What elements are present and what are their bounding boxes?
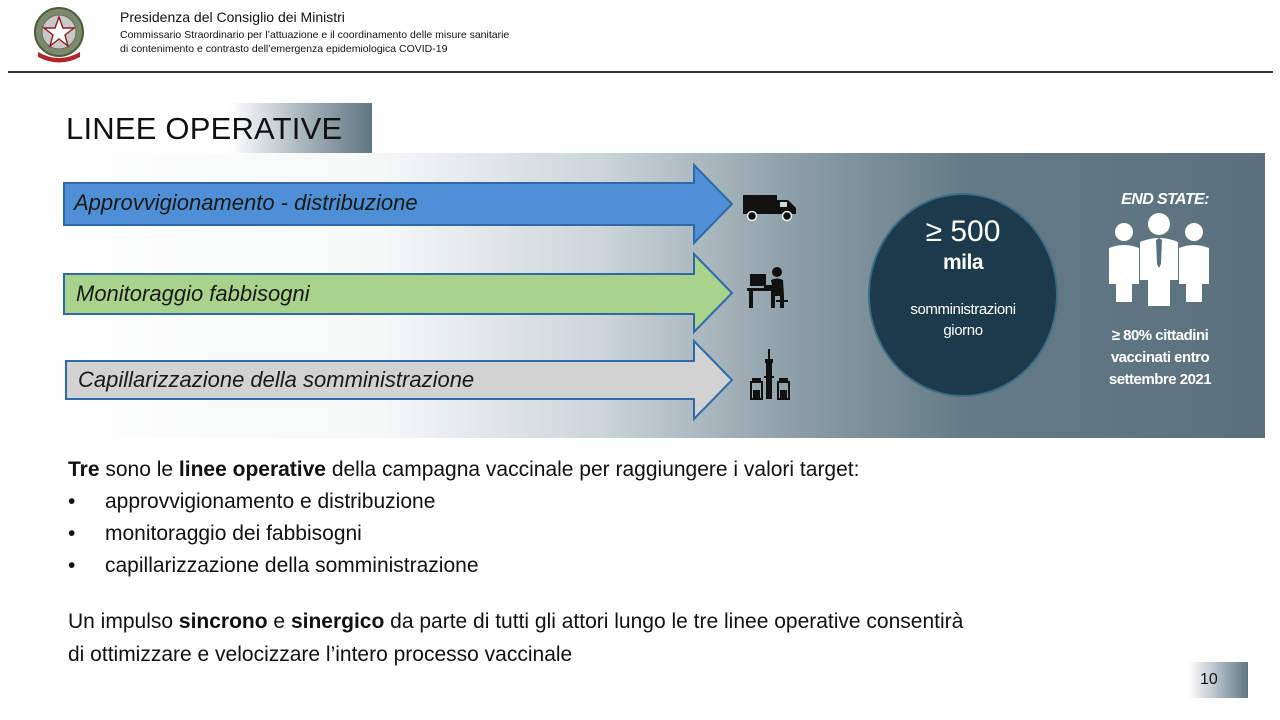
arrow-label-monitoring: Monitoraggio fabbisogni [76, 281, 310, 306]
slide-header [0, 0, 1280, 74]
vaccine-vials-icon [749, 348, 793, 402]
people-group-icon [1106, 212, 1212, 308]
italian-republic-emblem-icon [30, 4, 88, 66]
slide-title: LINEE OPERATIVE [66, 111, 343, 146]
header-divider [8, 71, 1273, 73]
arrow-line-monitoring [62, 252, 734, 334]
org-subtitle-line1: Commissario Straordinario per l’attuazione e il coordinamento delle misure sanitarie [120, 29, 510, 41]
target-caption-line1: somministrazioni [910, 301, 1016, 318]
bullet-dot: • [68, 490, 76, 513]
intro-bold-tre: Tre [68, 458, 100, 481]
target-value: ≥ 500 [925, 215, 1001, 248]
arrow-line-supply [62, 163, 734, 245]
arrow-label-supply: Approvvigionamento - distribuzione [74, 190, 418, 215]
bullet-dot: • [68, 554, 76, 577]
closing-paragraph-line2: di ottimizzare e velocizzare l’intero processo vaccinale [68, 643, 573, 666]
org-subtitle-line2: di contenimento e contrasto dell’emergenza epidemiologica COVID-19 [120, 43, 448, 55]
desk-worker-icon [744, 264, 792, 312]
end-state-line2: vaccinati entro [1110, 349, 1210, 366]
closing-bold-sinergico: sinergico [290, 610, 385, 633]
intro-paragraph [68, 458, 859, 482]
bullet-text: approvvigionamento e distribuzione [105, 490, 436, 513]
intro-text-2: della campagna vaccinale per raggiungere i valori target: [325, 458, 860, 481]
slide-title-tab [56, 103, 372, 153]
closing-text-3: da parte di tutti gli attori lungo le tre linee operative consentirà [384, 610, 964, 633]
page-number: 10 [1200, 671, 1218, 688]
arrow-label-distribution: Capillarizzazione della somministrazione [78, 367, 475, 392]
closing-text-2: e [267, 610, 291, 633]
target-caption [870, 299, 1056, 341]
intro-text-1: sono le [99, 458, 179, 481]
daily-target-circle [868, 193, 1058, 397]
target-caption-line2: giorno [943, 322, 983, 339]
bullet-dot: • [68, 522, 76, 545]
end-state-line1: ≥ 80% cittadini [1111, 327, 1209, 344]
closing-bold-sincrono: sincrono [178, 610, 268, 633]
target-unit: mila [942, 251, 984, 274]
end-state-title: END STATE: [1121, 191, 1209, 208]
org-title: Presidenza del Consiglio dei Ministri [120, 9, 345, 25]
truck-icon [742, 192, 798, 222]
end-state-text [1095, 325, 1225, 391]
closing-text-1: Un impulso [68, 610, 179, 633]
bullet-text: monitoraggio dei fabbisogni [105, 522, 362, 545]
page-number-box [1188, 662, 1248, 698]
bullet-text: capillarizzazione della somministrazione [105, 554, 479, 577]
intro-bold-lines: linee operative [178, 458, 326, 481]
arrow-line-distribution [62, 339, 734, 421]
closing-paragraph-line1 [68, 610, 963, 634]
end-state-line3: settembre 2021 [1108, 371, 1212, 388]
